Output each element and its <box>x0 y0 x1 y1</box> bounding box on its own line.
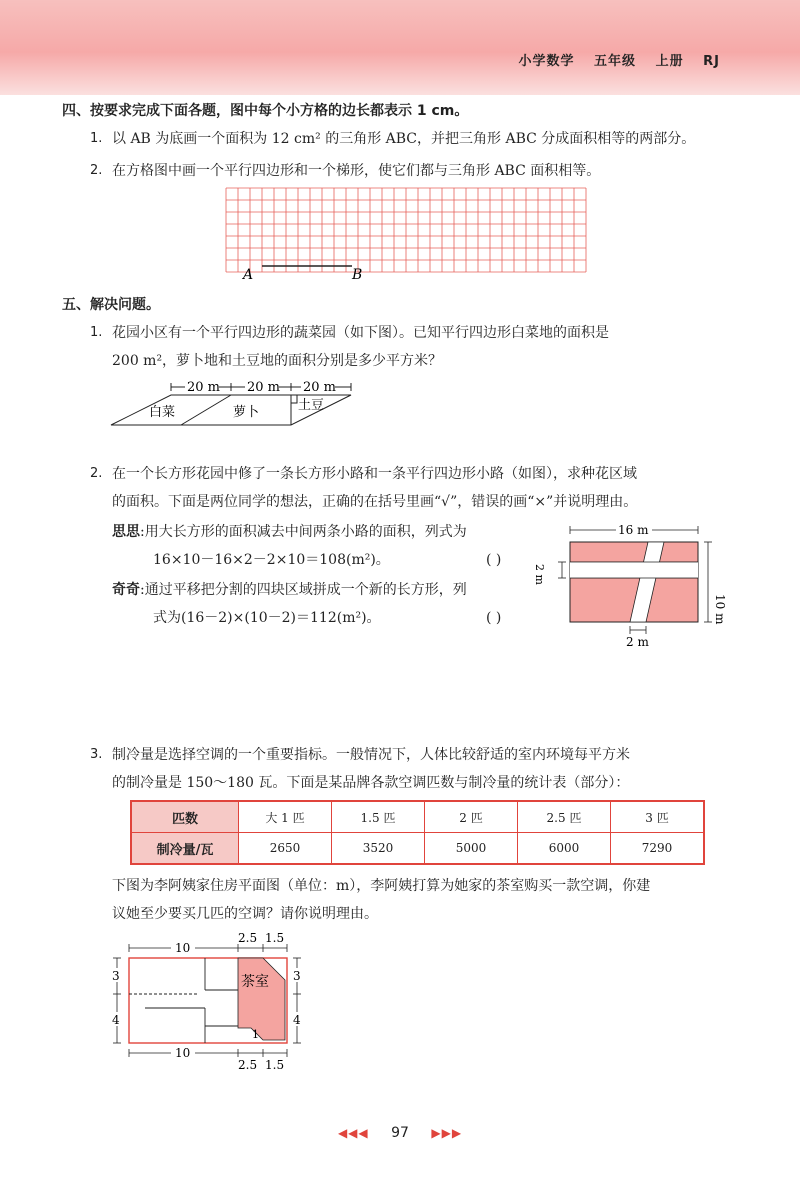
s5-q3-line1: 制冷量是选择空调的一个重要指标。一般情况下，人体比较舒适的室内环境每平方米 <box>112 747 630 763</box>
row-header-hp: 匹数 <box>131 801 239 833</box>
s4-q2-number: 2. <box>90 163 103 178</box>
table-cell: 5000 <box>425 833 518 865</box>
plan-bottom-10: 10 <box>175 1046 191 1060</box>
qiqi-answer-paren[interactable]: ( ) <box>486 610 502 626</box>
sisi-line2: 16×10－16×2－2×10＝108(m²)。 <box>153 552 390 568</box>
qiqi-text: :通过平移把分割的四块区域拼成一个新的长方形，列 <box>140 582 467 598</box>
dim-20m-3: 20 m <box>303 380 337 395</box>
plan-right-4: 4 <box>293 1013 301 1027</box>
s5-q3-line3: 下图为李阿姨家住房平面图（单位：m），李阿姨打算为她家的茶室购买一款空调，你建 <box>112 878 651 894</box>
tea-room-area <box>238 958 285 1040</box>
header-volume: 上册 <box>655 54 684 69</box>
plan-top-10: 10 <box>175 941 191 955</box>
table-cell: 2.5 匹 <box>518 801 611 833</box>
garden-divider-1 <box>181 395 231 425</box>
table-cell: 6000 <box>518 833 611 865</box>
qiqi-line2: 式为(16－2)×(10－2)＝112(m²)。 <box>153 610 381 626</box>
s4-q1-text: 以 AB 为底画一个面积为 12 cm² 的三角形 ABC，并把三角形 ABC 分成面积相等的两部分。 <box>112 131 696 147</box>
plan-bottom-2-5: 2.5 <box>238 1058 258 1072</box>
table-cell: 7290 <box>611 833 705 865</box>
plan-left-3: 3 <box>112 969 120 983</box>
dim-20m-2: 20 m <box>247 380 281 395</box>
sisi-text: :用大长方形的面积减去中间两条小路的面积，列式为 <box>140 524 467 540</box>
flower-left-dim: 2 m <box>533 564 546 585</box>
flower-right-dim: 10 m <box>713 594 727 625</box>
sisi-answer-paren[interactable]: ( ) <box>486 552 502 568</box>
s5-q1-number: 1. <box>90 325 103 340</box>
left-arrows-icon: ◀◀◀ <box>337 1126 369 1140</box>
qiqi-name: 奇奇 <box>112 582 140 598</box>
plan-left-4: 4 <box>112 1013 120 1027</box>
right-arrows-icon: ▶▶▶ <box>431 1126 463 1140</box>
section5-title: 五、解决问题。 <box>62 297 160 313</box>
s5-q2-line2: 的面积。下面是两位同学的想法，正确的在括号里画“√”，错误的画“×”并说明理由。 <box>112 494 638 510</box>
floor-plan-figure <box>105 928 310 1073</box>
qiqi-line1 <box>112 579 467 601</box>
dim-20m-1: 20 m <box>187 380 221 395</box>
s5-q1-line2: 200 m²，萝卜地和土豆地的面积分别是多少平方米？ <box>112 353 443 369</box>
s4-q2-text: 在方格图中画一个平行四边形和一个梯形，使它们都与三角形 ABC 面积相等。 <box>112 163 601 179</box>
table-cell: 大 1 匹 <box>239 801 332 833</box>
header-edition: RJ <box>703 54 720 69</box>
table-cell: 2650 <box>239 833 332 865</box>
sisi-name: 思思 <box>112 524 140 540</box>
s4-q1-number: 1. <box>90 131 103 146</box>
cooling-capacity-table <box>130 800 705 865</box>
s5-q1-line1: 花园小区有一个平行四边形的蔬菜园（如下图）。已知平行四边形白菜地的面积是 <box>112 325 609 341</box>
plan-bottom-1-5: 1.5 <box>265 1058 285 1072</box>
point-a-label: A <box>243 267 254 283</box>
table-cell: 3520 <box>332 833 425 865</box>
section4-title: 四、按要求完成下面各题，图中每个小方格的边长都表示 1 cm。 <box>62 103 469 119</box>
header-grade: 五年级 <box>594 54 637 69</box>
sisi-line1 <box>112 521 467 543</box>
plot-radish: 萝卜 <box>233 405 260 420</box>
row-header-cooling: 制冷量/瓦 <box>131 833 239 865</box>
plan-top-2-5: 2.5 <box>238 931 258 945</box>
header-subject: 小学数学 <box>518 54 575 69</box>
table-cell: 3 匹 <box>611 801 705 833</box>
plan-right-3: 3 <box>293 969 301 983</box>
table-cell: 1.5 匹 <box>332 801 425 833</box>
s5-q3-number: 3. <box>90 747 103 762</box>
header-band <box>0 0 800 95</box>
page-footer <box>0 1125 800 1141</box>
plot-cabbage: 白菜 <box>149 405 176 420</box>
flower-bottom-dim: 2 m <box>626 635 649 649</box>
point-b-label: B <box>352 267 363 283</box>
plot-potato: 土豆 <box>298 398 325 413</box>
page-number: 97 <box>391 1125 409 1141</box>
flower-top-dim: 16 m <box>618 523 649 537</box>
s5-q3-line4: 议她至少要买几匹的空调？请你说明理由。 <box>112 906 378 922</box>
table-row <box>131 833 704 865</box>
table-row <box>131 801 704 833</box>
header-info <box>505 50 721 69</box>
flower-garden-figure <box>533 522 730 652</box>
s5-q2-number: 2. <box>90 466 103 481</box>
plan-top-1-5: 1.5 <box>265 931 285 945</box>
plan-inner-1: 1 <box>252 1028 259 1041</box>
table-cell: 2 匹 <box>425 801 518 833</box>
plan-tea-room-label: 茶室 <box>241 974 269 990</box>
square-grid[interactable] <box>220 186 600 286</box>
vegetable-garden-figure <box>105 375 365 435</box>
s5-q2-line1: 在一个长方形花园中修了一条长方形小路和一条平行四边形小路（如图），求种花区域 <box>112 466 637 482</box>
s5-q3-line2: 的制冷量是 150～180 瓦。下面是某品牌各款空调匹数与制冷量的统计表（部分）： <box>112 775 630 791</box>
